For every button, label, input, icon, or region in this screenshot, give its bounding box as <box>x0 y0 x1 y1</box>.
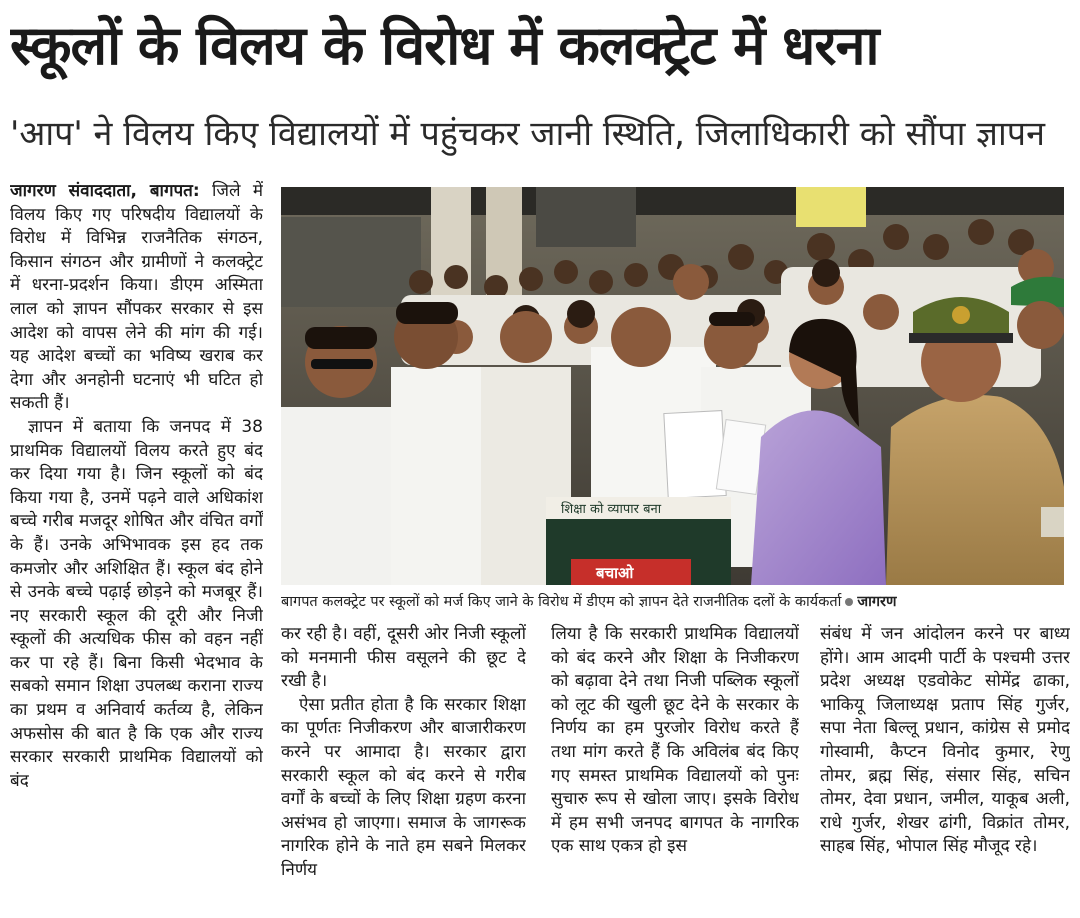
protest-photo-illustration <box>281 187 1064 585</box>
subheadline: 'आप' ने विलय किए विद्यालयों में पहुंचकर जानी स्थिति, जिलाधिकारी को सौंपा ज्ञापन <box>10 114 1045 154</box>
article-paragraph: ऐसा प्रतीत होता है कि सरकार शिक्षा का पूर्णतः निजीकरण और बाजारीकरण करने पर आमादा है। सरकार द्वारा सरकारी स्कूल को बंद करने से गरीब वर्गों के बच्चों के लिए शिक्षा ग्रहण करना असंभव हो जाएगा। समाज के जागरूक नागरिक होने के नाते हम सबने मिलकर निर्णय <box>281 694 526 880</box>
dateline: जागरण संवाददाता, बागपत: <box>10 181 200 201</box>
article-paragraph: कर रही है। वहीं, दूसरी ओर निजी स्कूलों को मनमानी फीस वसूलने की छूट दे रखी है। <box>281 624 526 692</box>
article-text: जिले में विलय किए गए परिषदीय विद्यालयों के विरोध में विभिन्न राजनैतिक संगठन, किसान संगठन और ग्रामीणों ने कलक्ट्रेट में धरना-प्रदर्शन किया। डीएम अस्मिता लाल को ज्ञापन सौंपकर सरकार से इस आदेश को वापस लेने की मांग की गई। यह आदेश बच्चों का भविष्य खराब कर देगा और अनहोनी घटनाएं भी घटित हो सकती हैं। <box>10 181 263 414</box>
photo-caption <box>281 590 1070 614</box>
caption-credit: जागरण <box>857 594 897 610</box>
article-paragraph: लिया है कि सरकारी प्राथमिक विद्यालयों को बंद करने और शिक्षा के निजीकरण को बढ़ावा देने तथा निजी पब्लिक स्कूलों को लूट की खुली छूट देने के सरकार के निर्णय का हम पुरजोर विरोध करते हैं तथा मांग करते हैं कि अविलंब बंद किए गए समस्त प्राथमिक विद्यालयों को पुनः सुचारु रूप से खोला जाए। इसके विरोध में हम सभी जनपद बागपत के नागरिक एक साथ एकत्र हो इस <box>551 624 799 857</box>
article-paragraph <box>10 180 263 416</box>
article-column-1 <box>10 180 263 914</box>
article-column-3 <box>551 623 799 915</box>
banner-text-2: बचाओ <box>596 564 634 582</box>
caption-text: बागपत कलक्ट्रेट पर स्कूलों को मर्ज किए जाने के विरोध में डीएम को ज्ञापन देते राजनीतिक दलों के कार्यकर्ता <box>281 594 842 610</box>
banner-text: शिक्षा को व्यापार बना <box>561 502 662 517</box>
news-photo <box>281 187 1064 585</box>
headline: स्कूलों के विलय के विरोध में कलक्ट्रेट में धरना <box>10 14 879 77</box>
bullet-icon <box>845 598 853 606</box>
article-paragraph: संबंध में जन आंदोलन करने पर बाध्य होंगे। आम आदमी पार्टी के पश्चमी उत्तर प्रदेश अध्यक्ष एडवोकेट सोमेंद्र ढाका, भाकियू जिलाध्यक्ष प्रताप सिंह गुर्जर, सपा नेता बिल्लू प्रधान, कांग्रेस से प्रमोद गोस्वामी, कैप्टन विनोद कुमार, रेणु तोमर, ब्रह्म सिंह, संसार सिंह, सचिन तोमर, देवा प्रधान, जमील, याकूब अली, राधे गुर्जर, शेखर ढांगी, विक्रांत तोमर, साहब सिंह, भोपाल सिंह मौजूद रहे। <box>820 624 1070 857</box>
article-column-4 <box>820 623 1070 915</box>
article-column-2 <box>281 623 526 915</box>
article-paragraph: ज्ञापन में बताया कि जनपद में 38 प्राथमिक विद्यालयों विलय करते हुए बंद कर दिया गया है। जिन स्कूलों को बंद किया गया है, उनमें पढ़ने वाले अधिकांश बच्चे गरीब मजदूर शोषित और वंचित वर्गों के हैं। उनके अभिभावक इस हद तक कमजोर और अशिक्षित हैं। स्कूल बंद होने से उनके बच्चे पढ़ाई छोड़ने को मजबूर हैं। नए सरकारी स्कूल की दूरी और निजी स्कूलों की अत्यधिक फीस को वहन नहीं कर पा रहे हैं। बिना किसी भेदभाव के सबको समान शिक्षा उपलब्ध कराना राज्य का प्रथम व अनिवार्य कर्तव्य है, लेकिन अफसोस की बात है कि एक और राज्य सरकार सरकारी प्राथमिक विद्यालयों को बंद <box>10 416 263 791</box>
